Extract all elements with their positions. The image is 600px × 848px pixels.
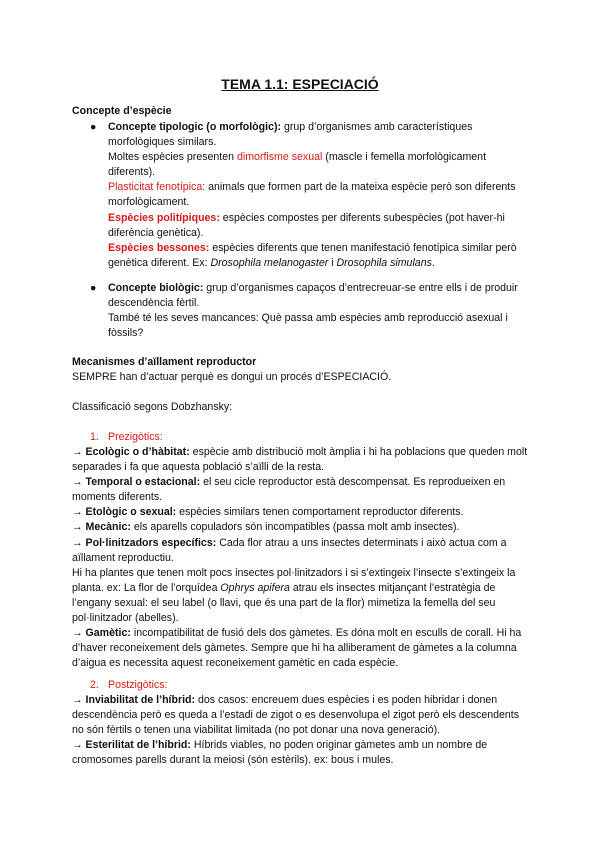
pollinitzadors-text: Cada flor atrau a uns insectes determinats i això actua com a aïllament reproductiu. xyxy=(72,536,507,564)
dimorfisme-term: dimorfisme sexual xyxy=(236,151,323,164)
gametic-text: incompatibilitat de fusió dels dos gàmetes. Es dóna molt en esculls de corall. Hi ha d’haver reconeixement dels gàmetes. Sempre que hi ha alliberament de gàmetes a la columna d’aigua es necessita aquest reconeixement gamètic en cada espècie. xyxy=(72,627,522,670)
ecologic-text: espècie amb distribució molt àmplia i hi ha poblacions que queden molt separades i fa que aquesta població s’aïlli de la resta. xyxy=(72,446,528,474)
pollinitzadors-label: Pol·linitzadors específics: xyxy=(85,536,217,549)
arrow-icon: → xyxy=(72,521,86,534)
concept-tipologic-text: grup d’organismes amb característiques morfològiques similars. xyxy=(108,121,473,149)
postzigotics-title: Postzigòtics: xyxy=(108,679,168,691)
arrow-icon: → xyxy=(72,627,86,640)
mecanismes-text: SEMPRE han d’actuar perquè es dongui un procés d’ESPECIACIÓ. xyxy=(72,371,392,384)
dimorfisme-intro: Moltes espècies presenten xyxy=(108,151,237,164)
temporal-text: el seu cicle reproductor està descompensat. Es reprodueixen en moments diferents. xyxy=(72,476,506,504)
prezigotics-list xyxy=(72,445,532,671)
arrow-icon: → xyxy=(72,739,86,752)
concept-biologic xyxy=(108,281,530,341)
etologic-label: Etològic o sexual: xyxy=(85,506,177,519)
bessones-term: Espècies bessones: xyxy=(108,241,210,254)
concept-tipologic xyxy=(108,120,530,271)
politipiques-text: espècies compostes per diferents subespècies (pot haver-hi diferència genètica). xyxy=(108,211,505,239)
inviabilitat-label: Inviabilitat de l’híbrid: xyxy=(85,694,196,706)
section-heading-concepte: Concepte d’espècie xyxy=(72,105,172,117)
concept-biologic-label: Concepte biològic: xyxy=(108,282,204,294)
plantes-text-b: atrau els insectes mitjançant l’estratègia de l’engany sexual: el seu label (o llavi, que és una part de la flor) mimetiza la femella del seu pol·linitzador (abelles). xyxy=(72,581,496,625)
mecanic-text: els aparells copuladors són incompatibles (passa molt amb insectes). xyxy=(130,521,460,534)
ecologic-label: Ecològic o d’hàbitat: xyxy=(85,446,190,458)
temporal-label: Temporal o estacional: xyxy=(85,476,201,489)
list-number-2: 2. xyxy=(90,679,99,691)
species-name-1: Drosophila melanogaster xyxy=(210,256,329,269)
arrow-icon: → xyxy=(72,476,86,489)
period: . xyxy=(431,256,435,269)
mecanismes-section xyxy=(72,355,532,385)
plasticitat-term: Plasticitat fenotípica: xyxy=(108,181,206,194)
plantes-text-a: Hi ha plantes que tenen molt pocs insectes pol·linitzadors i si s’extingeix l’insecte s’extingeix la planta. ex: La flor de l’orquídea xyxy=(72,566,516,594)
prezigotics-title: Prezigòtics: xyxy=(108,431,163,443)
species-name-ophrys: Ophrys apifera xyxy=(220,581,290,594)
bullet-tipologic: ● xyxy=(90,121,97,133)
arrow-icon: → xyxy=(72,536,86,549)
arrow-icon: → xyxy=(72,694,86,706)
conjunction: i xyxy=(328,256,337,269)
politipiques-term: Espècies politípiques: xyxy=(108,211,220,224)
species-name-2: Drosophila simulans xyxy=(336,256,432,269)
etologic-text: espècies similars tenen comportament reproductor diferents. xyxy=(176,506,464,519)
gametic-label: Gamètic: xyxy=(85,627,131,640)
concept-tipologic-label: Concepte tipologic (o morfològic): xyxy=(108,121,282,133)
inviabilitat-text: dos casos: encreuem dues espècies i es poden hibridar i donen descendència però es queda a l’estadi de zigot o es desenvolupa el zigot però els descendents no són fèrtils o tenen una viabilitat limitada (no pot donar una nova generació). xyxy=(72,694,520,737)
concept-biologic-line2: També té les seves mancances: Què passa amb espècies amb reproducció asexual i fòssils? xyxy=(108,312,508,340)
postzigotics-list xyxy=(72,693,532,768)
arrow-icon: → xyxy=(72,446,86,458)
list-number-1: 1. xyxy=(90,431,99,443)
bessones-text: espècies diferents que tenen manifestació fenotípica similar però genètica diferent. Ex: xyxy=(108,241,517,269)
esterilitat-text: Híbrids viables, no poden originar gàmetes amb un nombre de cromosomes parells durant la meiosi (són estèrils). ex: bous i mules. xyxy=(72,739,488,767)
section-heading-mecanismes: Mecanismes d’aïllament reproductor xyxy=(72,356,257,368)
concept-biologic-text: grup d’organismes capaços d’entrecreuar-se entre ells i de produir descendència fèrtil. xyxy=(108,282,518,310)
mecanic-label: Mecànic: xyxy=(85,521,131,534)
bullet-biologic: ● xyxy=(90,282,97,294)
arrow-icon: → xyxy=(72,506,86,519)
plasticitat-text: animals que formen part de la mateixa espècie però son diferents morfològicament. xyxy=(108,181,516,209)
classificacio-text: Classificació segons Dobzhansky: xyxy=(72,401,233,413)
plantes-paragraph xyxy=(72,566,532,626)
dimorfisme-text: (mascle i femella morfològicament diferents). xyxy=(108,151,487,179)
esterilitat-label: Esterilitat de l’híbrid: xyxy=(85,739,191,752)
page-title: TEMA 1.1: ESPECIACIÓ xyxy=(221,76,379,92)
